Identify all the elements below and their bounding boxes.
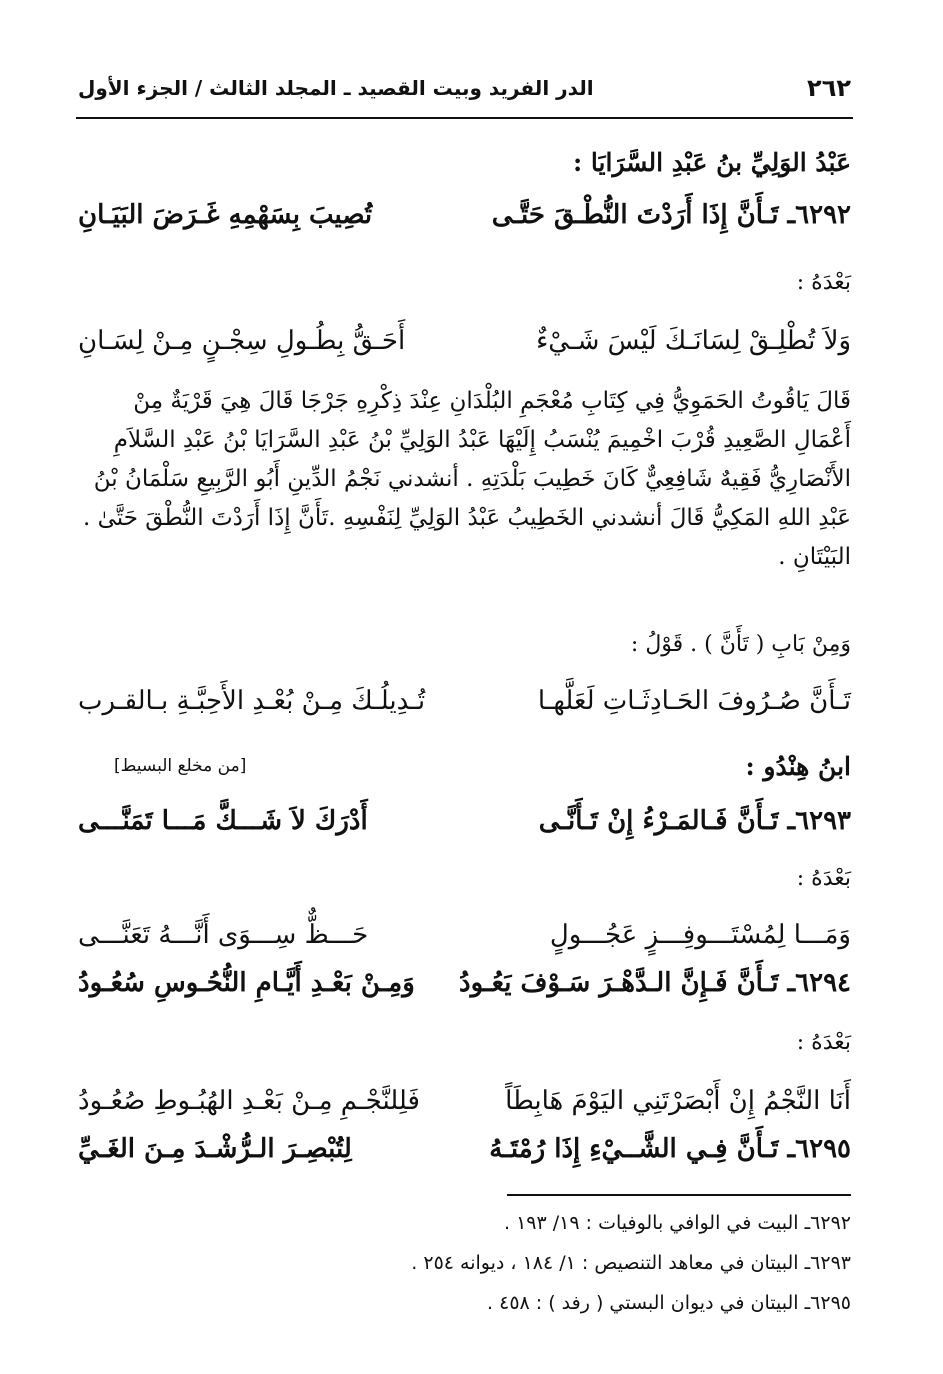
prose-line: قَالَ يَاقُوتُ الحَمَوِيُّ فِي كِتَابِ مُعْجَمِ البُلْدَانِ عِنْدَ ذِكْرِهِ جَرْجَا قَالَ هِيَ قَرْيَةٌ مِنْ [133, 388, 851, 414]
footnote: ٦٢٩٥ـ البيتان في ديوان البستي ( رفد ) : ٤٥٨ . [487, 1292, 851, 1314]
verse-hemistich-first: ٦٢٩٥ـ تَـأَنَّ فِـي الشَّــيْءِ إِذَا رُمْتَـهُ [489, 1134, 851, 1164]
verse-6292-continuation [78, 326, 851, 356]
verse-hemistich-second: لِتُبْصِـرَ الـرُّشْـدَ مِـنَ الغَـيِّ [78, 1134, 352, 1164]
verse-hemistich-second: حَـــظٌّ سِـــوَى أَنَّـــهُ تَعَنَّـــى [78, 920, 369, 950]
verse-6294 [78, 968, 851, 998]
verse-hemistich-second: تُـدِيلُـكَ مِـنْ بُعْـدِ الأَحِبَّـةِ بـالقـرب [78, 686, 426, 716]
prose-line: عَبْدِ اللهِ المَكِيُّ قَالَ أنشدني الخَطِيبُ عَبْدُ الوَلِيِّ لِنَفْسِهِ .تَأَنَّ إِذَا أَرَدْتَ النُّطْقَ حَتَّىٰ . [83, 505, 851, 531]
verse-hemistich-second: تُصِيبَ بِسَهْمِهِ غَـرَضَ البَيَـانِ [78, 200, 373, 230]
verse-hemistich-second: أَدْرَكَ لاَ شَـــكَّ مَـــا تَمَنَّـــى [78, 806, 368, 836]
verse-6293 [78, 806, 851, 836]
after-label: بَعْدَهُ : [796, 1030, 851, 1055]
verse-hemistich-first: ٦٢٩٤ـ تَـأَنَّ فَـإِنَّ الـدَّهْـرَ سَـوْفَ يَعُـودُ [459, 968, 851, 998]
verse-hemistich-first: ٦٢٩٢ـ تَـأَنَّ إِذَا أَرَدْتَ النُّطْـقَ حَتَّـى [491, 200, 851, 230]
header-rule [76, 117, 853, 119]
verse-hemistich-first: وَمَـــا لِمُسْتَـــوفِـــزٍ عَجُـــولٍ [549, 920, 851, 950]
prose-paragraph [78, 382, 851, 577]
after-label: بَعْدَهُ : [796, 866, 851, 891]
prose-line: الأَنْصَارِيُّ فَقِيهٌ شَافِعِيٌّ كَانَ خَطِيبَ بَلْدَتِهِ . أنشدني نَجْمُ الدِّينِ أَبُو الرَّبِيعِ سَلْمَانُ بْنُ [93, 466, 851, 492]
verse-6295 [78, 1134, 851, 1164]
poet-heading: ابنُ هِنْدُو : [745, 752, 851, 781]
verse-unnumbered [78, 686, 851, 716]
verse-6293-continuation [78, 920, 851, 950]
verse-hemistich-second: وَمِـنْ بَعْـدِ أَيَّـامِ النُّحُـوسِ سُعُـودُ [78, 968, 415, 998]
footnote: ٦٢٩٢ـ البيت في الوافي بالوفيات : ١٩/ ١٩٣ . [504, 1212, 851, 1234]
verse-hemistich-first: ٦٢٩٣ـ تَـأَنَّ فَـالمَـرْءُ إِنْ تَـأَنَّـى [538, 806, 851, 836]
running-header [78, 68, 851, 108]
after-label: بَعْدَهُ : [796, 270, 851, 295]
footnote-rule [507, 1194, 851, 1196]
verse-hemistich-second: فَلِلنَّجْـمِ مِـنْ بَعْـدِ الهُبُـوطِ صُعُـودُ [78, 1086, 420, 1116]
meter-label: [من مخلع البسيط] [114, 756, 247, 776]
prose-line: البَيْتَانِ . [778, 544, 851, 570]
verse-hemistich-first: أَنَا النَّجْمُ إِنْ أَبْصَرْتَنِي اليَوْمَ هَابِطَاً [505, 1086, 851, 1116]
verse-hemistich-first: تَـأَنَّ صُـرُوفَ الحَـادِثَـاتِ لَعَلَّهـا [537, 686, 851, 716]
footnote: ٦٢٩٣ـ البيتان في معاهد التنصيص : ١/ ١٨٤ ، ديوانه ٢٥٤ . [411, 1252, 851, 1274]
page-number: ٢٦٢ [807, 74, 851, 102]
verse-hemistich-second: أَحَـقُّ بِطُـولِ سِجْـنٍ مِـنْ لِسَـانِ [78, 326, 406, 356]
verse-6292 [78, 200, 851, 230]
verse-hemistich-first: وَلاَ تُطْلِـقْ لِسَانَـكَ لَيْسَ شَـيْءٌ [536, 326, 851, 356]
verse-6294-continuation [78, 1086, 851, 1116]
chapter-line: وَمِنْ بَابِ ( تَأَنَّ ) . قَوْلُ : [630, 632, 851, 657]
prose-line: أَعْمَالِ الصَّعِيدِ قُرْبَ اخْمِيمَ يُنْسَبُ إِلَيْهَا عَبْدُ الوَلِيِّ بْنُ عَبْدِ السَّرَايَا بْنُ عَبْدِ السَّلاَمِ [113, 427, 851, 453]
running-title: الدر الفريد وبيت القصيد ـ المجلد الثالث / الجزء الأول [78, 76, 594, 100]
poet-heading: عَبْدُ الوَلِيِّ بنُ عَبْدِ السَّرَايَا : [572, 148, 851, 177]
